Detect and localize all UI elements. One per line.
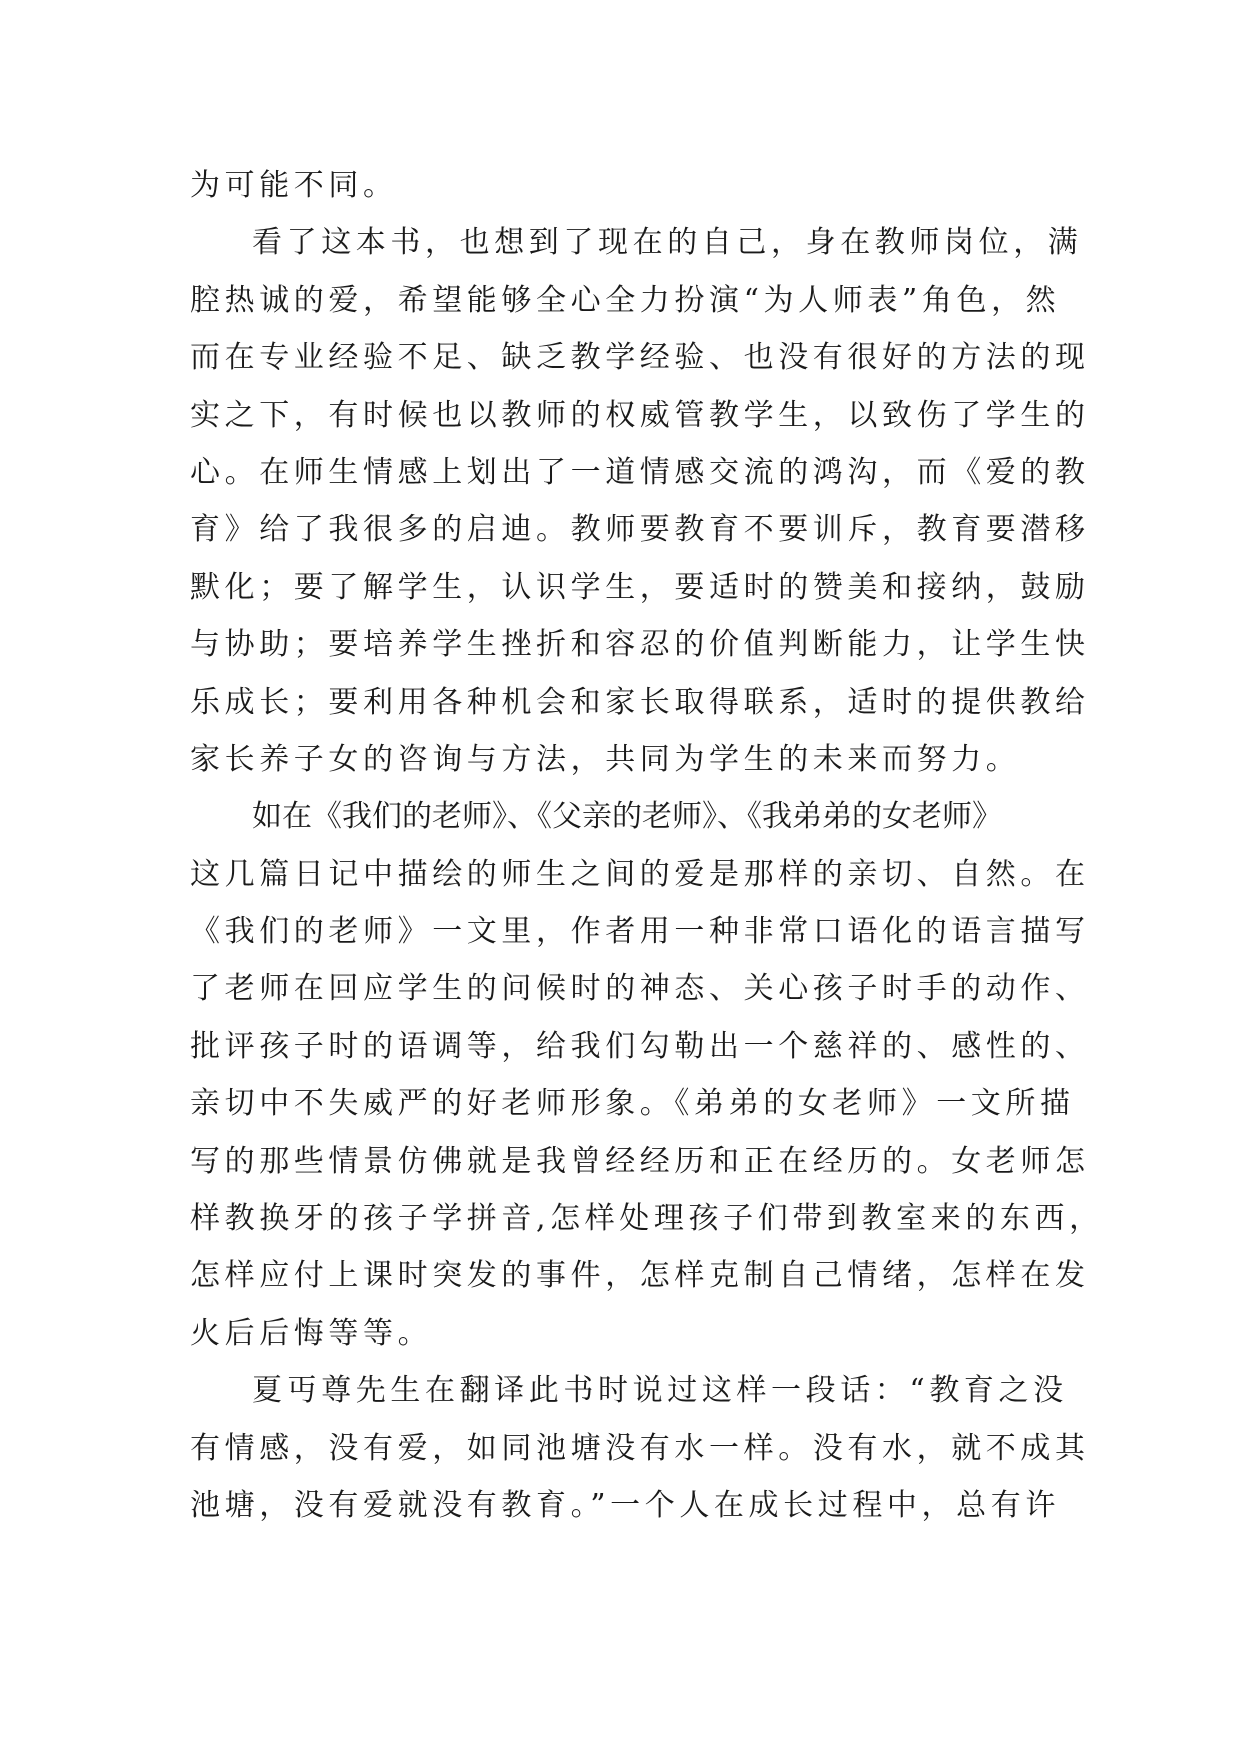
text-line: 为可能不同。 bbox=[190, 168, 398, 203]
text-line: 《我们的老师》一文里，作者用一种非常口语化的语言描写 bbox=[190, 914, 1090, 950]
text-line: 与协助；要培养学生挫折和容忍的价值判断能力，让学生快 bbox=[190, 627, 1090, 663]
text-line: 心。在师生情感上划出了一道情感交流的鸿沟，而《爱的教 bbox=[190, 454, 1090, 490]
text-line: 看了这本书，也想到了现在的自己，身在教师岗位，满 bbox=[252, 225, 1083, 261]
text-line: 夏丏尊先生在翻译此书时说过这样一段话：“教育之没 bbox=[252, 1373, 1068, 1409]
text-line: 火后后悔等等。 bbox=[190, 1315, 433, 1351]
text-line: 育》给了我很多的启迪。教师要教育不要训斥，教育要潜移 bbox=[190, 512, 1090, 548]
text-line: 池塘，没有爱就没有教育。”一个人在成长过程中，总有许 bbox=[190, 1487, 1060, 1523]
text-line: 这几篇日记中描绘的师生之间的爱是那样的亲切、自然。在 bbox=[190, 856, 1090, 892]
text-line: 样教换牙的孩子学拼音,怎样处理孩子们带到教室来的东西， bbox=[190, 1201, 1104, 1237]
text-line: 家长养子女的咨询与方法，共同为学生的未来而努力。 bbox=[190, 741, 1021, 777]
text-line: 有情感，没有爱，如同池塘没有水一样。没有水，就不成其 bbox=[190, 1430, 1090, 1466]
text-line: 实之下，有时候也以教师的权威管教学生，以致伤了学生的 bbox=[190, 397, 1090, 433]
text-line: 默化；要了解学生，认识学生，要适时的赞美和接纳，鼓励 bbox=[190, 569, 1090, 605]
text-line: 而在专业经验不足、缺乏教学经验、也没有很好的方法的现 bbox=[190, 340, 1090, 376]
text-line: 批评孩子时的语调等，给我们勾勒出一个慈祥的、感性的、 bbox=[190, 1028, 1090, 1064]
text-line: 如在《我们的老师》、《父亲的老师》、《我弟弟的女老师》 bbox=[252, 799, 1002, 835]
text-line: 怎样应付上课时突发的事件，怎样克制自己情绪，怎样在发 bbox=[190, 1258, 1090, 1294]
text-line: 了老师在回应学生的问候时的神态、关心孩子时手的动作、 bbox=[190, 971, 1090, 1007]
text-line: 乐成长；要利用各种机会和家长取得联系，适时的提供教给 bbox=[190, 684, 1090, 720]
text-line: 写的那些情景仿佛就是我曾经经历和正在经历的。女老师怎 bbox=[190, 1143, 1090, 1179]
text-line: 腔热诚的爱，希望能够全心全力扮演“为人师表”角色，然 bbox=[190, 282, 1061, 318]
text-line: 亲切中不失威严的好老师形象。《弟弟的女老师》一文所描 bbox=[190, 1086, 1075, 1122]
document-body bbox=[190, 157, 1104, 1534]
